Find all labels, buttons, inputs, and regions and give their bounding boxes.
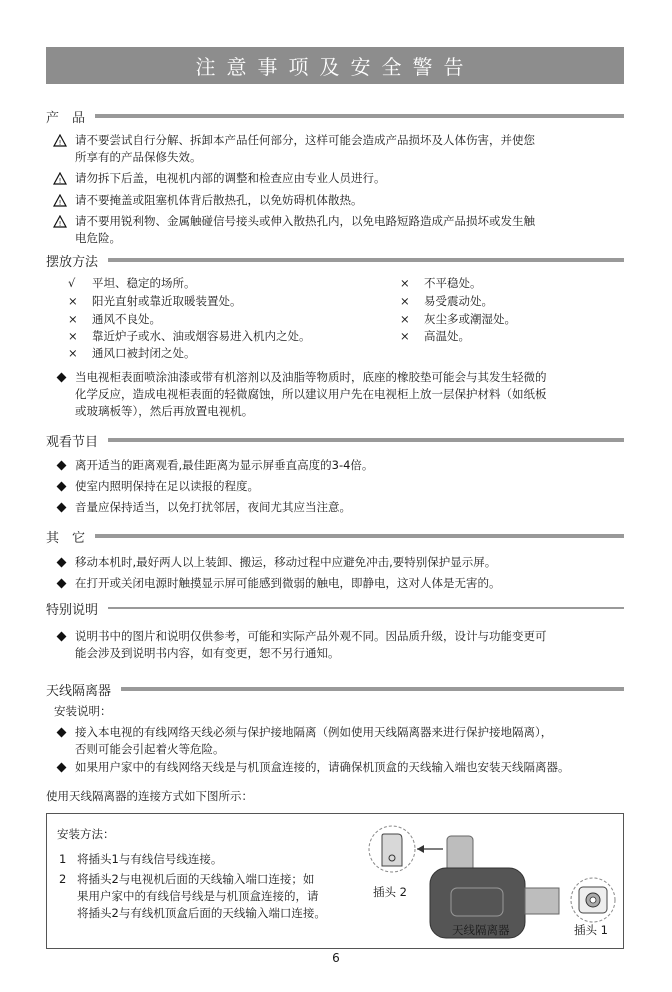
cross-icon: ×: [68, 312, 78, 326]
antenna-item-2: 如果用户家中的有线网络天线是与机顶盒连接的，请确保机顶盒的天线输入端也安装天线隔离器。: [75, 760, 570, 774]
warning-icon: [53, 134, 67, 147]
section-heading-placement: [46, 251, 624, 269]
bullet-diamond-icon: [57, 461, 67, 471]
check-icon: √: [68, 276, 76, 290]
bullet-diamond-icon: [57, 728, 67, 738]
placement-note-line-3: 或玻璃板等），然后再放置电视机。: [75, 404, 254, 418]
placement-left-2: 阳光直射或靠近取暖装置处。: [92, 294, 242, 308]
cross-icon: ×: [400, 276, 410, 290]
product-item-4-line-2: 电危险。: [75, 231, 121, 245]
placement-right-2: 易受震动处。: [424, 294, 493, 308]
section-heading-other: [46, 527, 624, 545]
placement-right-3: 灰尘多或潮湿处。: [424, 312, 516, 326]
section-heading-viewing: [46, 431, 624, 449]
section-title: 摆放方法: [46, 254, 99, 270]
bullet-diamond-icon: [57, 579, 67, 589]
heading-rule: [121, 687, 624, 691]
warning-icon: [53, 215, 67, 228]
viewing-item-2: 使室内照明保持在足以读报的程度。: [75, 479, 259, 493]
isolator-label: 天线隔离器: [452, 923, 510, 937]
placement-note-line-2: 化学反应，造成电视柜表面的轻微腐蚀，所以建议用户先在电视柜上放一层保护材料（如纸板: [75, 387, 547, 401]
special-item-line-1: 说明书中的图片和说明仅供参考，可能和实际产品外观不同。因品质升级，设计与功能变更可: [75, 629, 547, 643]
placement-left-5: 通风口被封闭之处。: [92, 346, 196, 360]
section-heading-antenna: [46, 680, 624, 698]
cross-icon: ×: [400, 294, 410, 308]
antenna-item-1-line-1: 接入本电视的有线网络天线必须与保护接地隔离（例如使用天线隔离器来进行保护接地隔离），: [75, 725, 553, 739]
product-item-1-line-1: 请不要尝试自行分解、拆卸本产品任何部分，这样可能会造成产品损坏及人体伤害，并使您: [75, 133, 535, 147]
bullet-diamond-icon: [57, 763, 67, 773]
section-title: 特别说明: [46, 602, 99, 618]
warning-icon: [53, 194, 67, 207]
svg-text:!: !: [58, 199, 62, 207]
other-item-2: 在打开或关闭电源时触摸显示屏可能感到微弱的触电，即静电，这对人体是无害的。: [75, 576, 501, 590]
antenna-item-1-line-2: 否则可能会引起着火等危险。: [75, 742, 225, 756]
step-2-line-1: 将插头2与电视机后面的天线输入端口连接；如: [77, 872, 315, 886]
bullet-diamond-icon: [57, 482, 67, 492]
svg-text:!: !: [58, 177, 62, 185]
viewing-item-3: 音量应保持适当，以免打扰邻居，夜间尤其应当注意。: [75, 500, 351, 514]
svg-text:!: !: [58, 220, 62, 228]
bullet-diamond-icon: [57, 503, 67, 513]
section-title: 天线隔离器: [46, 683, 112, 699]
plug-1-label: 插头 1: [574, 923, 608, 937]
heading-rule: [108, 258, 624, 262]
placement-left-4: 靠近炉子或水、油或烟容易进入机内之处。: [92, 329, 311, 343]
section-title: 观看节目: [46, 434, 99, 450]
product-item-2: 请勿拆下后盖，电视机内部的调整和检查应由专业人员进行。: [75, 171, 386, 185]
step-2-line-3: 将插头2与有线机顶盒后面的天线输入端口连接。: [77, 906, 326, 920]
heading-rule: [95, 114, 624, 118]
warning-icon: [53, 172, 67, 185]
heading-rule: [108, 438, 624, 442]
page-banner: 注意事项及安全警告: [46, 47, 624, 84]
cross-icon: ×: [400, 312, 410, 326]
svg-text:!: !: [58, 139, 62, 147]
product-item-1-line-2: 所享有的产品保修失效。: [75, 150, 202, 164]
cross-icon: ×: [68, 294, 78, 308]
step-number: 2: [59, 872, 67, 886]
special-item-line-2: 能会涉及到说明书内容，如有变更，恕不另行通知。: [75, 646, 340, 660]
heading-rule: [108, 607, 624, 609]
bullet-diamond-icon: [57, 558, 67, 568]
other-item-1: 移动本机时,最好两人以上装卸、搬运，移动过程中应避免冲击,要特别保护显示屏。: [75, 555, 497, 569]
step-2-line-2: 果用户家中的有线信号线是与机顶盒连接的，请: [77, 889, 319, 903]
section-title: 产 品: [46, 110, 86, 126]
product-item-3: 请不要掩盖或阻塞机体背后散热孔，以免妨碍机体散热。: [75, 193, 363, 207]
step-number: 1: [59, 852, 67, 866]
section-title: 其 它: [46, 530, 86, 546]
placement-left-3: 通风不良处。: [92, 312, 161, 326]
cross-icon: ×: [68, 346, 78, 360]
step-1-line-1: 将插头1与有线信号线连接。: [77, 852, 223, 866]
product-item-4-line-1: 请不要用锐利物、金属触碰信号接头或伸入散热孔内，以免电路短路造成产品损坏或发生触: [75, 214, 535, 228]
install-box-title: 安装方法：: [57, 827, 115, 841]
placement-left-1: 平坦、稳定的场所。: [92, 276, 196, 290]
viewing-item-1: 离开适当的距离观看,最佳距离为显示屏垂直高度的3-4倍。: [75, 458, 374, 472]
placement-right-1: 不平稳处。: [424, 276, 482, 290]
cross-icon: ×: [68, 329, 78, 343]
bullet-diamond-icon: [57, 632, 67, 642]
antenna-sublabel: 安装说明：: [54, 704, 112, 718]
section-heading-product: [46, 107, 624, 125]
plug-2-label: 插头 2: [373, 885, 407, 899]
placement-note-line-1: 当电视柜表面喷涂油漆或带有机溶剂以及油脂等物质时，底座的橡胶垫可能会与其发生轻微的: [75, 370, 547, 384]
cross-icon: ×: [400, 329, 410, 343]
placement-right-4: 高温处。: [424, 329, 470, 343]
install-method-box: [46, 813, 624, 949]
section-heading-special: [46, 599, 624, 617]
page-number: 6: [332, 951, 340, 965]
antenna-intro: 使用天线隔离器的连接方式如下图所示：: [46, 789, 253, 803]
bullet-diamond-icon: [57, 373, 67, 383]
heading-rule: [95, 534, 624, 538]
